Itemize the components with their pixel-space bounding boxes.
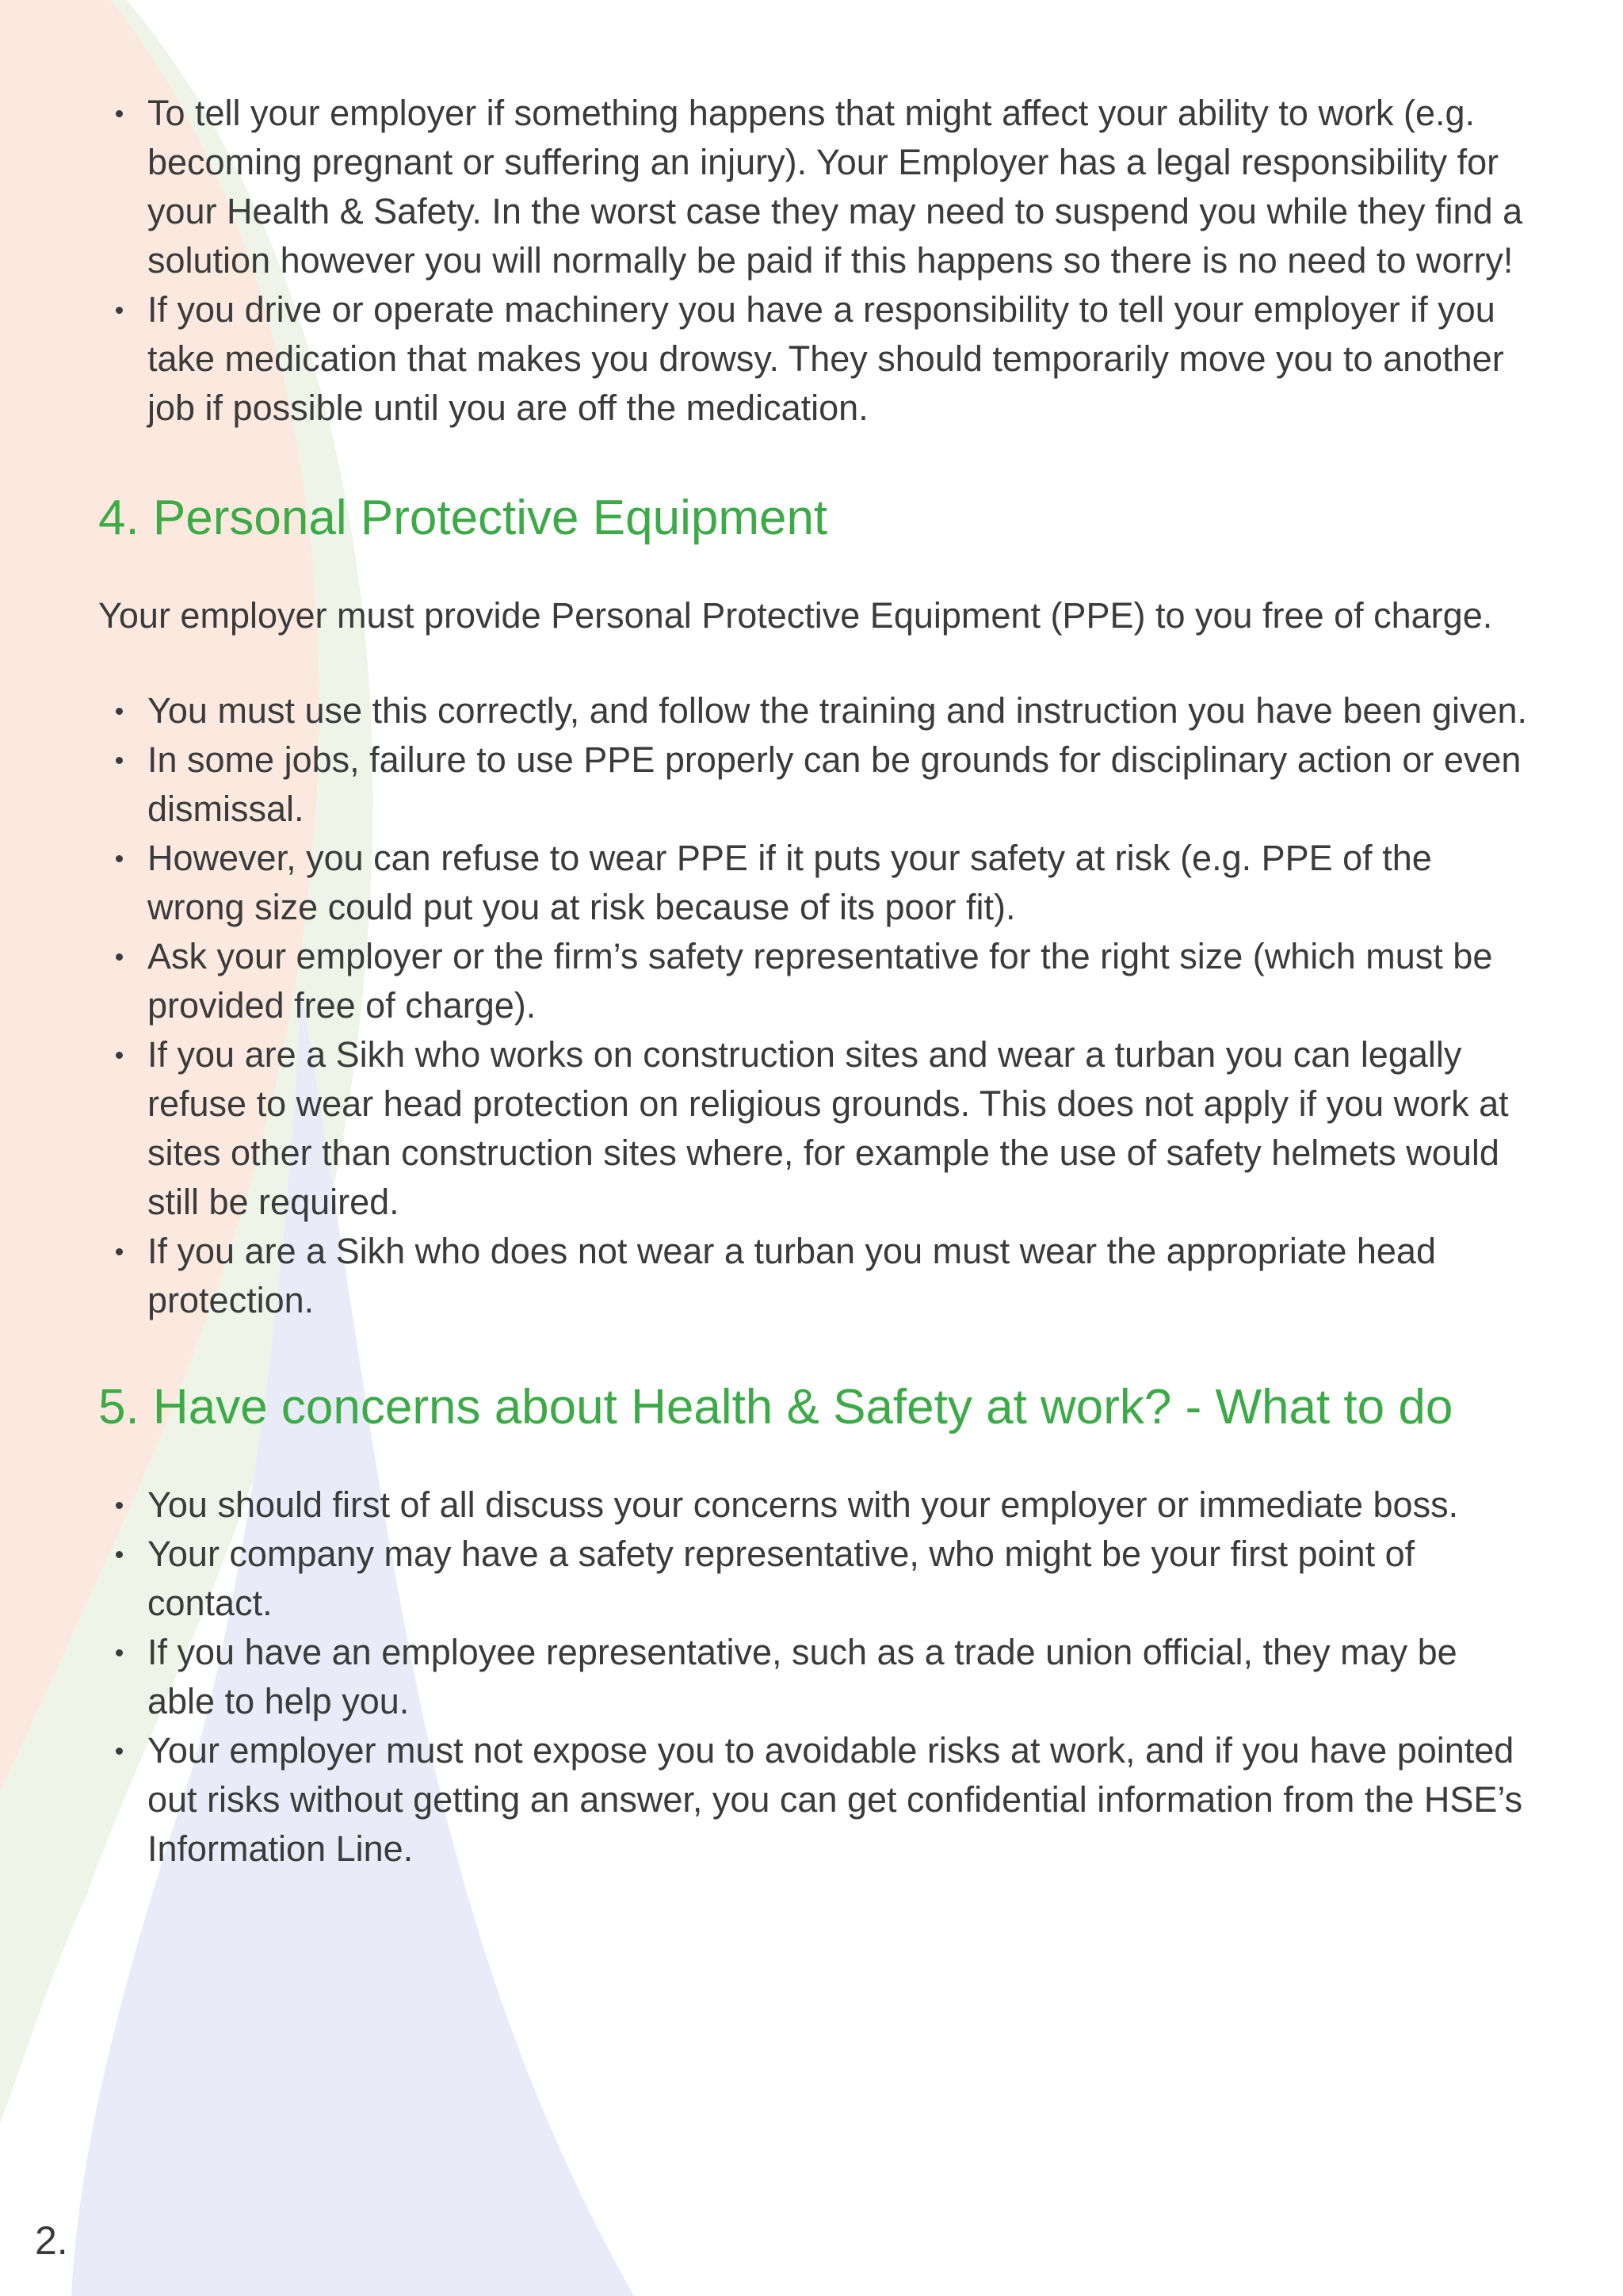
section-4-intro: Your employer must provide Personal Protective Equipment (PPE) to you free of charge.: [98, 595, 1493, 636]
section-4-bullet-list: [98, 686, 1533, 1325]
list-item-text: You should first of all discuss your concerns with your employer or immediate boss.: [147, 1484, 1459, 1525]
list-item-text: Your employer must not expose you to avoidable risks at work, and if you have pointed out risks without getting an answer, you can get confidential information from the HSE’s Information Line.: [147, 1730, 1523, 1869]
bullet-icon: [116, 1052, 123, 1059]
section-4-heading: 4. Personal Protective Equipment: [98, 491, 828, 545]
bullet-icon: [116, 307, 123, 314]
page-number: 2.: [35, 2218, 68, 2263]
bullet-icon: [116, 953, 123, 961]
list-item: [98, 1726, 1533, 1874]
bullet-icon: [116, 1748, 123, 1755]
list-item: [98, 285, 1533, 433]
list-item-text: In some jobs, failure to use PPE properly can be grounds for disciplinary action or even dismissal.: [147, 739, 1522, 829]
list-item-text: If you have an employee representative, such as a trade union official, they may be able to help you.: [147, 1632, 1457, 1721]
continued-bullet-list: [98, 89, 1533, 433]
list-item-text: You must use this correctly, and follow the training and instruction you have been given.: [147, 690, 1528, 731]
bullet-icon: [116, 1248, 123, 1255]
list-item: [98, 686, 1533, 735]
list-item-text: If you are a Sikh who does not wear a turban you must wear the appropriate head protection.: [147, 1231, 1436, 1320]
list-item: [98, 1480, 1533, 1530]
bullet-icon: [116, 1649, 123, 1656]
section-5-heading: 5. Have concerns about Health & Safety at work? - What to do: [98, 1380, 1453, 1435]
bullet-icon: [116, 1551, 123, 1558]
list-item: [98, 1628, 1533, 1726]
list-item: [98, 834, 1533, 932]
bullet-icon: [116, 708, 123, 715]
list-item: [98, 932, 1533, 1030]
list-item: [98, 1530, 1533, 1628]
page-content: [98, 89, 1533, 1874]
section-5-bullet-list: [98, 1480, 1533, 1874]
list-item: [98, 89, 1533, 285]
list-item: [98, 735, 1533, 834]
bullet-icon: [116, 1502, 123, 1509]
list-item-text: If you are a Sikh who works on construction sites and wear a turban you can legally refuse to wear head protection on religious grounds. This does not apply if you work at sites other than construction sites where, for example the use of safety helmets would still be required.: [147, 1034, 1509, 1222]
list-item-text: To tell your employer if something happens that might affect your ability to work (e.g. becoming pregnant or suffering an injury). Your Employer has a legal responsibility for your Health & Safety. In the worst case they may need to suspend you while they find a solution however you will normally be paid if this happens so there is no need to worry!: [147, 93, 1523, 281]
list-item-text: If you drive or operate machinery you have a responsibility to tell your employer if you take medication that makes you drowsy. They should temporarily move you to another job if possible until you are off the medication.: [147, 289, 1504, 428]
bullet-icon: [116, 110, 123, 117]
list-item-text: Your company may have a safety representative, who might be your first point of contact.: [147, 1534, 1415, 1623]
bullet-icon: [116, 855, 123, 862]
list-item-text: However, you can refuse to wear PPE if it puts your safety at risk (e.g. PPE of the wrong size could put you at risk because of its poor fit).: [147, 838, 1432, 927]
list-item: [98, 1227, 1533, 1325]
list-item: [98, 1030, 1533, 1227]
bullet-icon: [116, 757, 123, 764]
list-item-text: Ask your employer or the firm’s safety representative for the right size (which must be provided free of charge).: [147, 936, 1493, 1026]
